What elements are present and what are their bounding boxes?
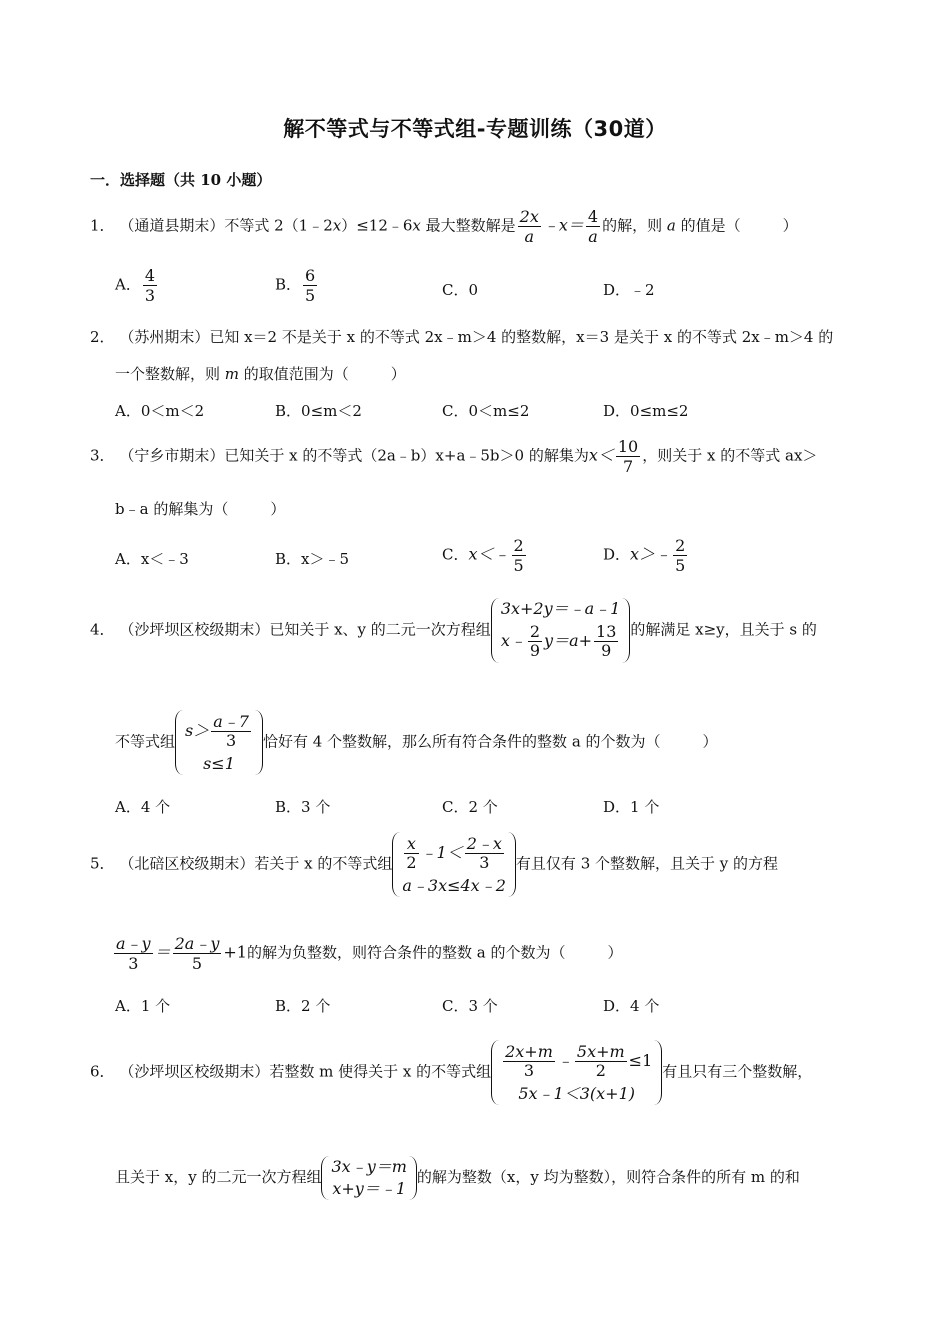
option-c[interactable]: C．3 个 [442,997,498,1015]
var: x [332,216,342,235]
option-d[interactable]: D．﹣2 [603,281,655,299]
question-text: 不等式 2（1﹣2 [224,216,333,235]
option-b[interactable]: B．x＞﹣5 [275,550,350,568]
question-text: 最大整数解是 [420,216,516,235]
inequality-system: $\frac{2x+m}{3}$ ﹣ $\frac{5x+m}{2}$ ≤1 5x﹣1＜3(x+1) [491,1040,662,1105]
var: a [666,216,676,235]
fraction: $\frac{2a﹣y}{5}$ [174,934,220,973]
question-text: ）≤12﹣6 [341,216,413,235]
question-text: （苏州期末）已知 x＝2 不是关于 x 的不等式 2x﹣m＞4 的整数解，x＝3 是关于 x 的不等式 2x﹣m＞4 的 [119,328,834,346]
option-a[interactable]: A．0＜m＜2 [115,402,205,420]
var: x [412,216,421,235]
question-6-line-2: 且关于 x，y 的二元一次方程组 3x﹣y＝m x+y＝﹣1 的解为整数（x，y 均为整数），则符合条件的所有 m 的和 [115,1157,800,1198]
option-d[interactable]: D．4 个 [603,997,660,1015]
fraction: $\frac{4}{a}$ [587,207,599,246]
inequality-system: $\frac{x}{2}$ ﹣1＜ $\frac{2﹣x}{3}$ a﹣3x≤4x﹣2 [392,832,516,897]
math-text: ﹣x＝ [542,215,584,235]
option-c[interactable]: C．x＜﹣ $\frac{2}{5}$ [442,536,524,575]
inequality-system: s＞ $\frac{a﹣7}{3}$ s≤1 [175,710,263,775]
question-3: 3． （宁乡市期末）已知关于 x 的不等式（2a﹣b）x+a﹣5b＞0 的解集为x＜ $\frac{10}{7}$ ，则关于 x 的不等式 ax＞ [90,437,818,476]
question-5: 5． （北碚区校级期末）若关于 x 的不等式组 $\frac{x}{2}$ ﹣1＜ $\frac{2﹣x}{3}$ a﹣3x≤4x﹣2 有且仅有 3 个整数解，且关于 y 的方程 [90,834,779,895]
option-c[interactable]: C．2 个 [442,798,498,816]
question-6: 6． （沙坪坝区校级期末）若整数 m 使得关于 x 的不等式组 $\frac{2x+m}{3}$ ﹣ $\frac{5x+m}{2}$ ≤1 5x﹣1＜3(x+1) 有且只有三个整数解， [90,1042,813,1103]
question-3-line-2: b﹣a 的解集为（ ） [115,500,286,518]
option-b[interactable]: B．0≤m＜2 [275,402,362,420]
equation-system: 3x+2y＝﹣a﹣1 x﹣ $\frac{2}{9}$ y＝a+ $\frac{13}{9}$ [491,598,631,663]
option-c[interactable]: C．0＜m≤2 [442,402,530,420]
fraction: $\frac{2x}{a}$ [519,207,539,246]
option-a[interactable]: A．1 个 [115,997,171,1015]
equation-system: 3x﹣y＝m x+y＝﹣1 [321,1156,416,1200]
math-text: x＜ [588,445,614,465]
question-text: 的值是（ [675,216,741,235]
question-2 [90,327,833,347]
option-d[interactable]: D．1 个 [603,798,660,816]
fraction: $\frac{a﹣y}{3}$ [116,934,151,973]
option-b[interactable]: B．2 个 [275,997,331,1015]
question-source: （通道县期末） [119,216,225,235]
question-5-line-2: $\frac{a﹣y}{3}$ ＝ $\frac{2a﹣y}{5}$ +1的解为负整数，则符合条件的整数 a 的个数为（ ） [116,934,623,973]
option-c[interactable]: C．0 [442,281,479,299]
question-number: 1． [90,216,115,235]
option-d[interactable]: D．0≤m≤2 [603,402,689,420]
option-b[interactable]: B．3 个 [275,798,331,816]
question-text: 的解，则 [602,216,667,235]
option-a[interactable]: A．x＜﹣3 [115,550,189,568]
question-number: 2． [90,328,115,346]
option-a[interactable]: A． $\frac{4}{3}$ [115,266,156,305]
question-4-line-2: 不等式组 s＞ $\frac{a﹣7}{3}$ s≤1 恰好有 4 个整数解，那么所有符合条件的整数 a 的个数为（ ） [115,712,718,773]
option-d[interactable]: D．x＞﹣ $\frac{2}{5}$ [603,536,686,575]
question-text: ） [782,216,798,235]
page-title: 解不等式与不等式组-专题训练（30道） [283,117,667,141]
section-heading: 一．选择题（共 10 小题） [90,171,272,189]
option-a[interactable]: A．4 个 [115,798,171,816]
question-2-line-2: 一个整数解，则 m 的取值范围为（ ） [115,365,406,383]
question-4: 4． （沙坪坝区校级期末）已知关于 x、y 的二元一次方程组 3x+2y＝﹣a﹣1 x﹣ $\frac{2}{9}$ y＝a+ $\frac{13}{9}$ 的解满足 x≥y，且关于 s 的 [90,598,817,663]
question-1 [90,207,798,246]
option-b[interactable]: B． $\frac{6}{5}$ [275,266,316,305]
fraction: $\frac{10}{7}$ [617,437,639,476]
